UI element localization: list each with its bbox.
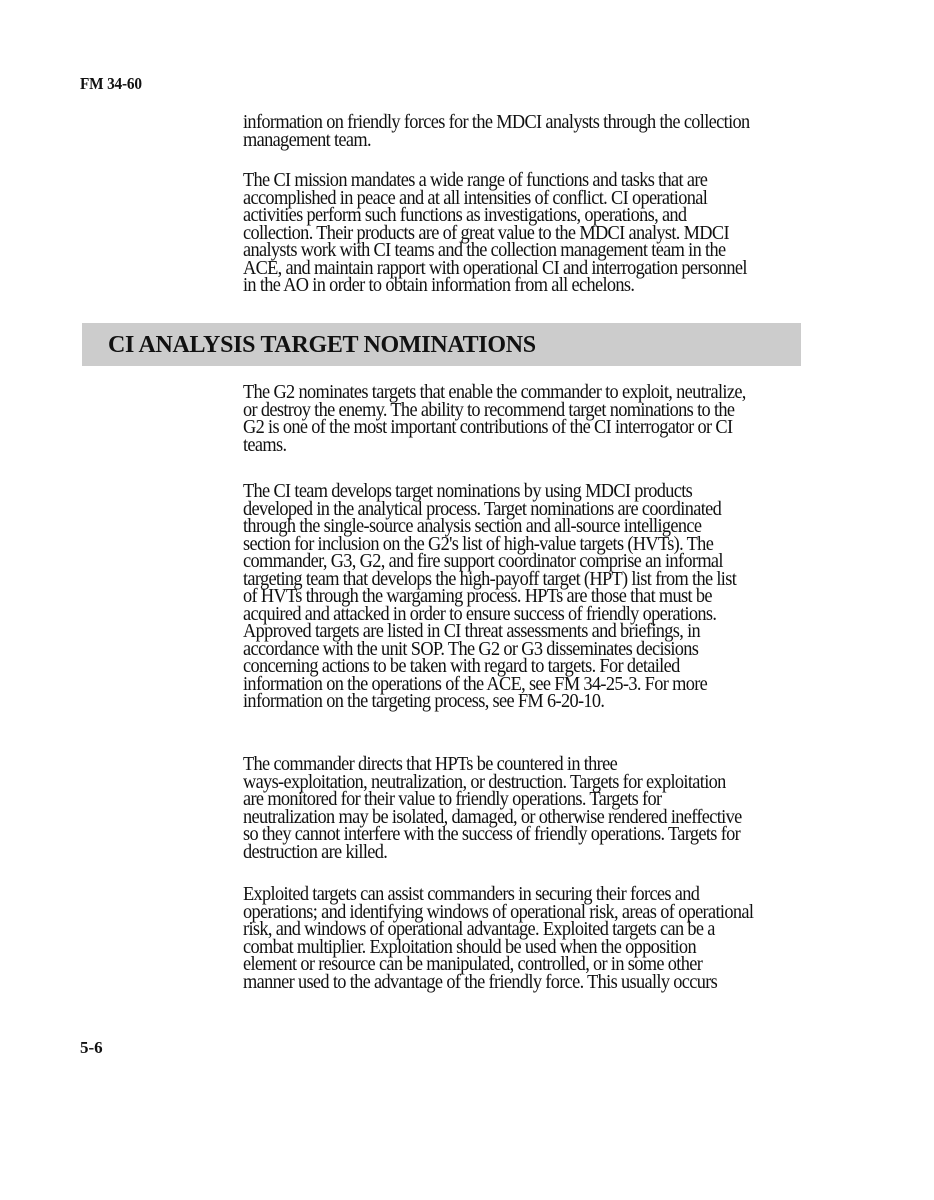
text-line: accordance with the unit SOP. The G2 or G3 disseminates decisions [243,638,699,660]
paragraph-section-3 [243,756,769,861]
page-number: 5-6 [80,1038,103,1057]
text-line: are monitored for their value to friendly operations. Targets for [243,789,662,810]
text-line: operations; and identifying windows of operational risk, areas of operational [243,901,754,923]
paragraph-section-4 [243,886,769,991]
text-line: teams. [243,434,287,456]
text-line: acquired and attacked in order to ensure success of friendly operations. [243,603,717,625]
text-line: commander, G3, G2, and fire support coordinator comprise an informal [243,551,723,572]
section-header [82,323,801,366]
text-line: through the single-source analysis section and all-source intelligence [243,516,702,537]
paragraph-intro-1 [243,114,769,149]
text-line: concerning actions to be taken with regard to targets. For detailed [243,656,680,677]
text-line: activities perform such functions as investigations, operations, and [243,205,687,226]
text-line: destruction are killed. [243,841,388,863]
paragraph-intro-2 [243,172,769,295]
text-line: analysts work with CI teams and the collection management team in the [243,240,726,261]
text-line: accomplished in peace and at all intensities of conflict. CI operational [243,187,708,209]
text-line: ACE, and maintain rapport with operational CI and interrogation personnel [243,257,747,279]
text-line: The CI mission mandates a wide range of functions and tasks that are [243,170,708,191]
text-line: in the AO in order to obtain information from all echelons. [243,275,635,296]
text-line: Exploited targets can assist commanders in securing their forces and [243,884,700,905]
text-line: The CI team develops target nominations by using MDCI products [243,481,693,502]
text-line: neutralization may be isolated, damaged, or otherwise rendered ineffective [243,806,742,828]
text-line: combat multiplier. Exploitation should be used when the opposition [243,936,696,958]
text-line: information on friendly forces for the MDCI analysts through the collection [243,112,750,133]
text-line: collection. Their products are of great value to the MDCI analyst. MDCI [243,222,729,244]
text-line: Approved targets are listed in CI threat assessments and briefings, in [243,621,701,642]
document-code: FM 34-60 [80,74,142,93]
text-line: developed in the analytical process. Target nominations are coordinated [243,498,722,520]
text-line: manner used to the advantage of the friendly force. This usually occurs [243,971,718,993]
text-line: of HVTs through the wargaming process. HPTs are those that must be [243,586,712,607]
text-line: or destroy the enemy. The ability to recommend target nominations to the [243,399,735,421]
text-line: information on the targeting process, see FM 6-20-10. [243,691,605,712]
text-line: ways-exploitation, neutralization, or destruction. Targets for exploitation [243,771,726,793]
text-line: G2 is one of the most important contributions of the CI interrogator or CI [243,417,733,438]
text-line: The G2 nominates targets that enable the commander to exploit, neutralize, [243,382,746,403]
text-line: risk, and windows of operational advantage. Exploited targets can be a [243,919,715,940]
text-line: targeting team that develops the high-payoff target (HPT) list from the list [243,568,737,590]
text-line: so they cannot interfere with the success of friendly operations. Targets for [243,824,741,845]
text-line: element or resource can be manipulated, controlled, or in some other [243,954,703,975]
paragraph-section-1 [243,384,769,454]
paragraph-section-2 [243,483,769,711]
text-line: section for inclusion on the G2's list of high-value targets (HVTs). The [243,533,714,555]
text-line: information on the operations of the ACE, see FM 34-25-3. For more [243,673,708,695]
section-title: CI ANALYSIS TARGET NOMINATIONS [108,332,536,358]
text-line: management team. [243,129,371,151]
text-line: The commander directs that HPTs be countered in three [243,754,618,775]
